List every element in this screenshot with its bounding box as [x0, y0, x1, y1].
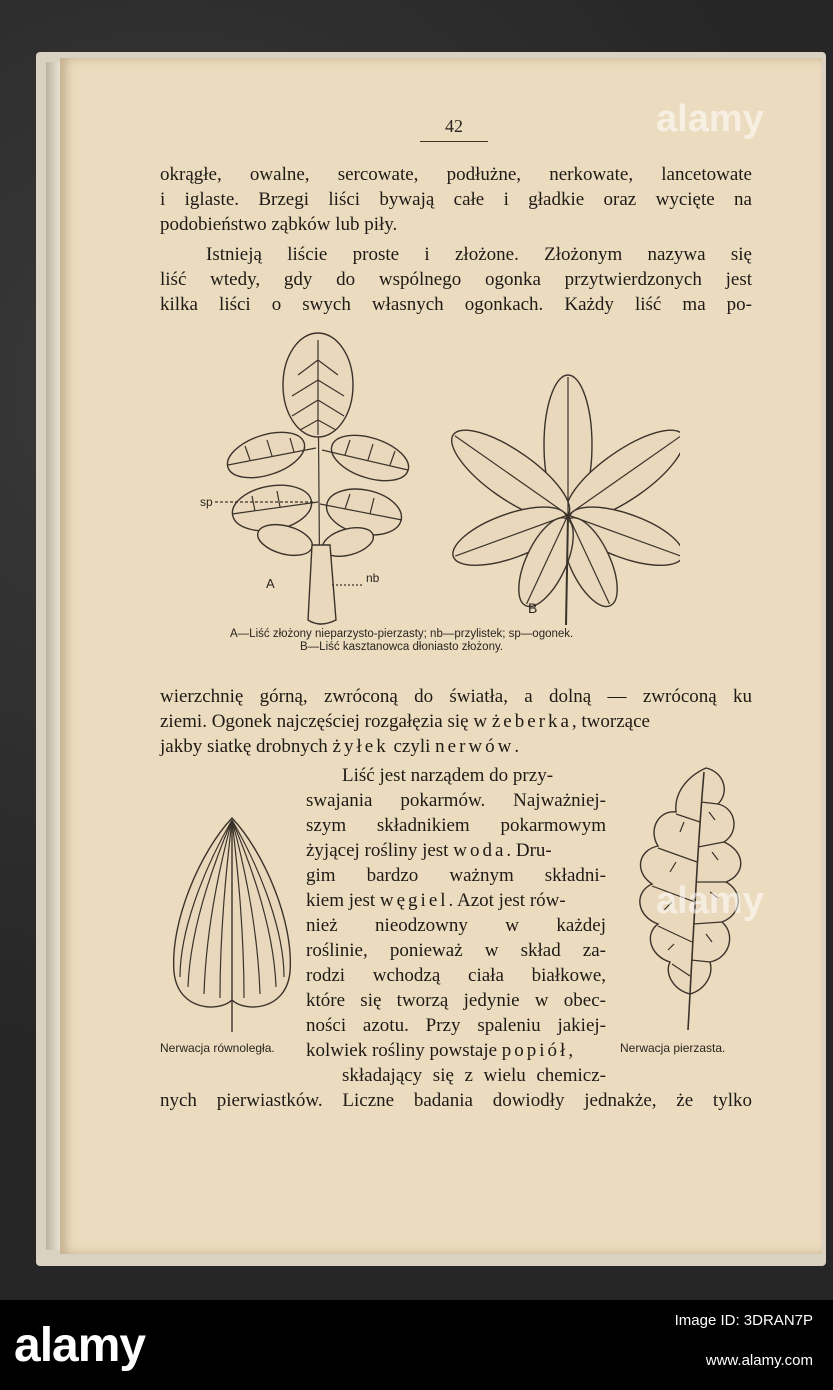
emphasis-text: żeberka: [491, 711, 572, 732]
text-line: gim bardzo ważnym składni-: [306, 865, 606, 886]
text-line: [160, 735, 752, 760]
text-line: liść wtedy, gdy do wspólnego ogonka przytwierdzonych jest: [160, 269, 752, 290]
text-line: kilka liści o swych własnych ogonkach. Każdy liść ma po-: [160, 294, 752, 315]
image-id-label: Image ID: 3DRAN7P: [674, 1312, 813, 1329]
text-line: wierzchnię górną, zwróconą do światła, a dolną — zwróconą ku: [160, 686, 752, 707]
pinnate-leaf-illustration: [215, 333, 414, 625]
text-span: . Dru-: [506, 840, 552, 861]
text-line: które się tworzą jedynie w obec-: [306, 990, 606, 1011]
text-span: kolwiek rośliny powstaje: [306, 1040, 502, 1061]
text-line: [306, 1039, 606, 1064]
stock-logo: alamy: [14, 1319, 146, 1372]
text-line: nych pierwiastków. Liczne badania dowiodły jednakże, że tylko: [160, 1090, 752, 1111]
text-span: jakby siatkę drobnych: [160, 736, 333, 757]
emphasis-text: woda: [453, 840, 507, 861]
text-line: podobieństwo ząbków lub piły.: [160, 214, 398, 235]
text-line: rodzi wchodzą ciała białkowe,: [306, 965, 606, 986]
text-line: szym składnikiem pokarmowym: [306, 815, 606, 836]
watermark-text: alamy: [656, 880, 764, 922]
text-span: ziemi. Ogonek najczęściej rozgałęzia się w: [160, 711, 492, 732]
site-url-label: www.alamy.com: [705, 1352, 813, 1369]
text-line: składający się z wielu chemicz-: [342, 1065, 606, 1086]
text-line: okrągłe, owalne, sercowate, podłużne, nerkowate, lancetowate: [160, 164, 752, 185]
text-line: swajania pokarmów. Najważniej-: [306, 790, 606, 811]
text-line: roślinie, ponieważ w skład za-: [306, 940, 606, 961]
emphasis-text: żyłek: [332, 736, 389, 757]
label-sp: sp: [200, 495, 213, 509]
text-span: żyjącej rośliny jest: [306, 840, 454, 861]
text-span: czyli: [388, 736, 436, 757]
text-span: .: [514, 736, 520, 757]
text-line: Liść jest narządem do przy-: [342, 765, 554, 786]
page-number: 42: [420, 116, 488, 142]
text-line: i iglaste. Brzegi liści bywają całe i gładkie oraz wycięte na: [160, 189, 752, 210]
parallel-venation-leaf-illustration: [160, 812, 300, 1037]
compound-leaf-figure: [200, 330, 680, 630]
text-span: , tworzące: [571, 711, 650, 732]
emphasis-text: węgiel: [379, 890, 449, 911]
label-b: B: [528, 600, 538, 616]
caption-pinnate-venation: Nerwacja pierzasta.: [620, 1041, 726, 1055]
text-span: kiem jest: [306, 890, 380, 911]
caption-parallel-venation: Nerwacja równoległa.: [160, 1041, 275, 1055]
text-line: [306, 889, 606, 914]
watermark-text: alamy: [656, 98, 764, 140]
stock-footer-bar: [0, 1300, 833, 1390]
label-a: A: [266, 576, 275, 591]
label-nb: nb: [366, 571, 380, 585]
text-line: ności azotu. Przy spaleniu jakiej-: [306, 1015, 606, 1036]
figure-caption-line2: B—Liść kasztanowca dłoniasto złożony.: [300, 641, 504, 653]
text-line: Istnieją liście proste i złożone. Złożonym nazywa się: [206, 244, 752, 265]
text-line: nież nieodzowny w każdej: [306, 915, 606, 936]
text-line: [160, 710, 752, 735]
emphasis-text: nerwów: [435, 736, 515, 757]
palmate-leaf-illustration: [440, 375, 680, 625]
text-span: . Azot jest rów-: [448, 890, 566, 911]
figure-caption-line1: A—Liść złożony nieparzysto-pierzasty; nb—przylistek; sp—ogonek.: [230, 628, 574, 640]
text-span: ,: [568, 1040, 574, 1061]
text-line: [306, 839, 606, 864]
page-edge: [46, 62, 60, 1250]
emphasis-text: popiół: [501, 1040, 569, 1061]
